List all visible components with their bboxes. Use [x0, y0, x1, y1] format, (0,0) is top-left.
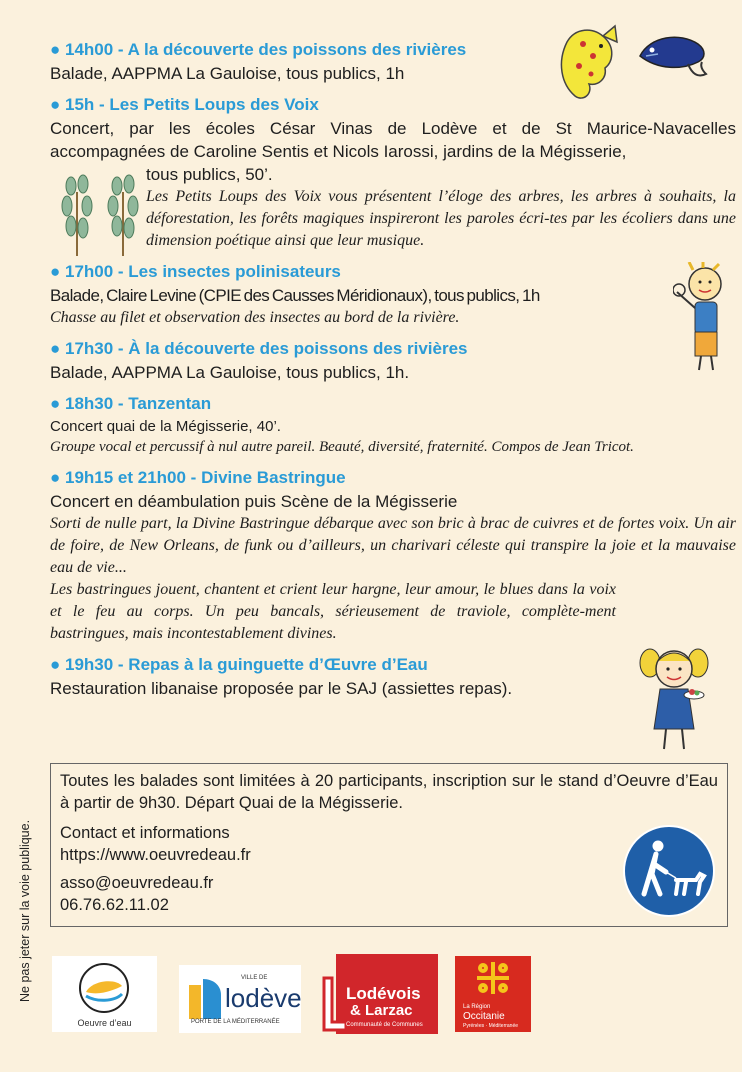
participants-note: Toutes les balades sont limitées à 20 participants, inscription sur le stand d’Oeuvre d’Eau à partir de 9h30. Départ Quai de la Mégisserie. [60, 772, 718, 812]
region-occitanie-logo [455, 956, 531, 1032]
region-label-1: La Région [463, 1004, 491, 1010]
lodeve-tagline: PORTE DE LA MÉDITERRANÉE [191, 1019, 280, 1025]
event-details-audience: tous publics, 50’. [146, 165, 273, 184]
lodevois-l-shape-icon [320, 976, 348, 1036]
contact-title: Contact et informations [60, 824, 230, 842]
event-4 [50, 337, 736, 384]
event-description: Chasse au filet et observation des insectes au bord de la rivière. [50, 309, 460, 326]
event-details: Concert en déambulation puis Scène de la Mégisserie [50, 492, 458, 511]
event-details: Restauration libanaise proposée par le SAJ (assiettes repas). [50, 679, 513, 698]
event-title: ● 19h15 et 21h00 - Divine Bastringue [50, 468, 346, 487]
yellow-fish-illustration [553, 22, 621, 104]
lodeve-emblem-icon [187, 973, 227, 1025]
lodeve-name-label: lodève [225, 983, 302, 1013]
event-title: ● 18h30 - Tanzentan [50, 394, 212, 413]
event-description: Sorti de nulle part, la Divine Bastringue débarque avec son bric à brac de cuivres et de fortes voix. Un air de foire, de New Orleans, de funk ou d’ailleurs, un charivari céleste qui transpire la joie et la mauvaise eau de vie... [50, 515, 736, 576]
pedestrian-dog-sign-icon [622, 824, 716, 918]
oeuvre-deau-logo [52, 956, 157, 1032]
lodevois-label-1: Lodévois [346, 984, 421, 1003]
lodeve-logo [179, 965, 301, 1033]
event-details: Concert, par les écoles César Vinas de Lodève et de St Maurice-Navacelles accompagnées de Caroline Sentis et Nicols Iarossi, jardins de la Mégisserie, [50, 119, 736, 161]
event-5 [50, 392, 736, 458]
blue-fish-illustration [636, 30, 712, 82]
event-1 [50, 38, 736, 85]
oeuvre-deau-label: Oeuvre d’eau [77, 1018, 132, 1028]
event-title: ● 19h30 - Repas à la guinguette d’Œuvre d’Eau [50, 655, 428, 674]
oeuvre-deau-emblem-icon [52, 956, 157, 1018]
lodeve-ville-label: VILLE DE [241, 975, 268, 981]
event-6 [50, 466, 736, 645]
vertical-note: Ne pas jeter sur la voie publique. [18, 819, 32, 1002]
event-7 [50, 653, 736, 700]
event-details: Balade, AAPPMA La Gauloise, tous publics, 1h [50, 64, 405, 83]
event-description-2: Les bastringues jouent, chantent et crient leur hargne, leur amour, le blues dans la voix et le feu au corps. Un peu bancals, sérieusement de traviole, complète-ment bastringues, mais incontestablement divines. [50, 581, 616, 642]
lodevois-larzac-logo [320, 954, 438, 1034]
event-details: Concert quai de la Mégisserie, 40’. [50, 418, 281, 435]
event-title: ● 15h - Les Petits Loups des Voix [50, 95, 319, 114]
event-details: Balade, AAPPMA La Gauloise, tous publics, 1h. [50, 363, 410, 382]
girl-illustration [636, 643, 712, 753]
occitan-cross-icon [455, 956, 531, 1000]
event-2 [50, 93, 736, 252]
region-label-2: Occitanie [463, 1011, 505, 1022]
region-label-3: Pyrénées · Méditerranée [463, 1023, 519, 1029]
event-description: Les Petits Loups des Voix vous présentent l’éloge des arbres, les arbres à souhaits, la déforestation, les forêts magiques inspireront les paroles écri-tes par les écoliers dans une dimension poétique ainsi que leur musique. [146, 188, 736, 249]
lodevois-label-2: & Larzac [350, 1002, 413, 1019]
event-title: ● 17h30 - À la découverte des poissons des rivières [50, 339, 468, 358]
trees-illustration [53, 166, 149, 260]
child-net-illustration [673, 262, 727, 372]
website-link[interactable]: https://www.oeuvredeau.fr [60, 846, 251, 864]
event-3 [50, 260, 736, 329]
phone-number: 06.76.62.11.02 [60, 896, 169, 914]
event-description: Groupe vocal et percussif à nul autre pareil. Beauté, diversité, fraternité. Compos de Jean Tricot. [50, 439, 634, 455]
event-title: ● 17h00 - Les insectes polinisateurs [50, 262, 341, 281]
email-link[interactable]: asso@oeuvredeau.fr [60, 874, 214, 892]
event-list [50, 38, 736, 708]
lodevois-tagline: Communauté de Communes [346, 1022, 423, 1028]
event-details: Balade, Claire Levine (CPIE des Causses Méridionaux), tous publics, 1h [50, 286, 540, 305]
event-title: ● 14h00 - A la découverte des poissons des rivières [50, 40, 467, 59]
